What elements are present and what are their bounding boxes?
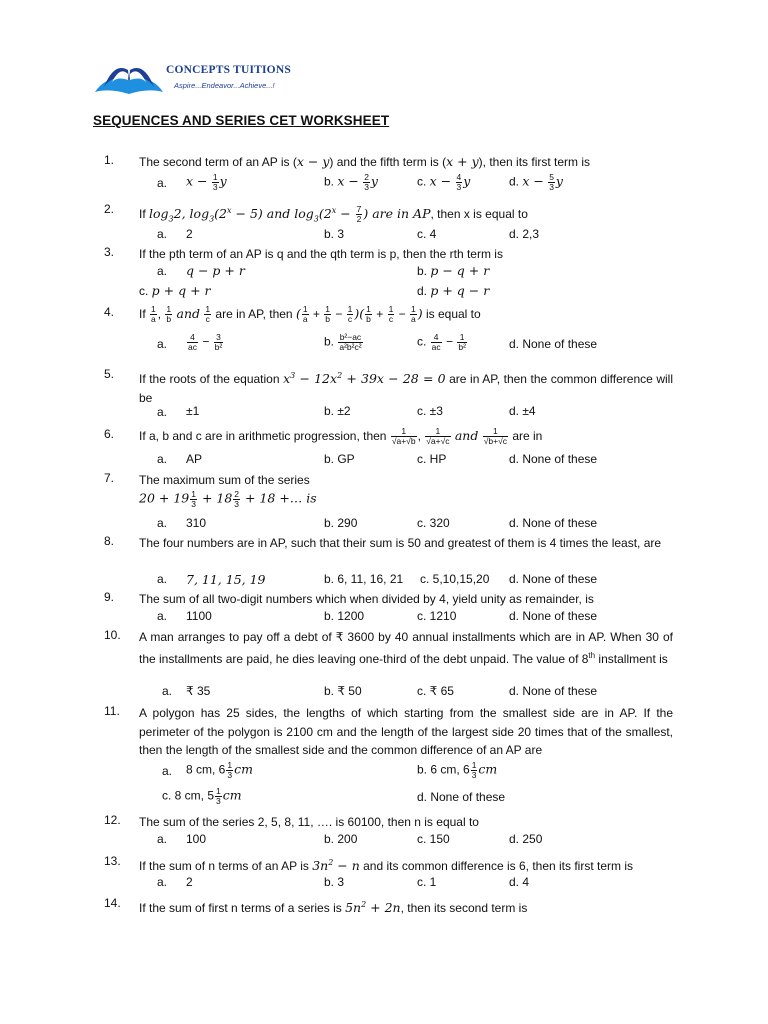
option-a-label: a. — [157, 227, 168, 241]
option-a: ±1 — [186, 404, 200, 418]
option-c: c. x − $\frac{4}{3}$ y — [417, 172, 471, 192]
option-b: b. $\frac{\text{b²−ac}}{\text{a²b²c²}}$ — [324, 332, 362, 352]
option-a: $\frac{4}{ac}$ − $\frac{3}{\text{b²}}$ — [188, 332, 223, 352]
question-number: 1. — [104, 153, 115, 167]
option-d: d. None of these — [509, 609, 598, 623]
option-a-label: a. — [157, 452, 168, 466]
option-c: c. 5,10,15,20 — [420, 572, 490, 586]
brand-name: CONCEPTS TUITIONS — [166, 64, 291, 76]
option-d: d. None of these — [509, 337, 598, 351]
question-text: If the sum of first n terms of a series is $5n^2 + 2n$, then its second term is — [139, 900, 528, 916]
question-number: 11. — [104, 704, 120, 718]
option-b: b. p − q + r — [417, 263, 490, 278]
option-a: 1100 — [186, 609, 212, 623]
option-d: d. None of these — [417, 790, 506, 804]
option-b: b. 1200 — [324, 609, 365, 623]
question-text: If the sum of n terms of an AP is $3n^2 - n$ and its common difference is 6, then its first term is — [139, 858, 634, 874]
option-d: d. p + q − r — [417, 283, 490, 298]
option-d: d. x − $\frac{5}{3}$ y — [509, 172, 563, 192]
option-a: 8 cm, 6 $\frac{1}{3}$ cm — [186, 760, 253, 780]
option-c: c. 8 cm, 5 $\frac{1}{3}$ cm — [162, 786, 242, 806]
option-a: q − p + r — [186, 263, 245, 278]
option-d: d. None of these — [509, 684, 598, 698]
option-d: d. None of these — [509, 572, 598, 586]
question-number: 10. — [104, 628, 121, 642]
option-a: 100 — [186, 832, 207, 846]
option-c: c. HP — [417, 452, 447, 466]
question-number: 7. — [104, 471, 115, 485]
option-a-label: a. — [162, 764, 173, 778]
option-b: b. GP — [324, 452, 355, 466]
question-number: 9. — [104, 590, 115, 604]
option-b: b. x − $\frac{2}{3}$ y — [324, 172, 378, 192]
question-text: If the pth term of an AP is q and the qth term is p, then the rth term is — [139, 247, 503, 261]
option-c: c. 4 — [417, 227, 437, 241]
question-number: 12. — [104, 813, 121, 827]
option-d: d. ±4 — [509, 404, 536, 418]
question-number: 4. — [104, 305, 115, 319]
question-text: The sum of the series 2, 5, 8, 11, …. is 60100, then n is equal to — [139, 815, 479, 829]
option-a-label: a. — [157, 405, 168, 419]
option-b: b. 6 cm, 6 $\frac{1}{3}$ cm — [417, 760, 498, 780]
option-a-label: a. — [157, 875, 168, 889]
worksheet-title: SEQUENCES AND SERIES CET WORKSHEET — [93, 113, 390, 128]
option-a-label: a. — [157, 572, 168, 586]
option-c: c. 1210 — [417, 609, 457, 623]
option-d: d. 2,3 — [509, 227, 540, 241]
option-a-label: a. — [157, 264, 168, 278]
option-a: 7, 11, 15, 19 — [186, 572, 266, 587]
option-b: b. 200 — [324, 832, 358, 846]
option-a: 2 — [186, 875, 193, 889]
question-number: 5. — [104, 367, 115, 381]
series-expression: 20 + 19 $\frac{1}{3}$ + 18 $\frac{2}{3}$ + 18 +… is — [139, 489, 317, 509]
option-d: d. 4 — [509, 875, 530, 889]
option-c: c. 320 — [417, 516, 450, 530]
option-a-label: a. — [157, 176, 168, 190]
question-number: 14. — [104, 896, 121, 910]
question-number: 2. — [104, 202, 115, 216]
option-a: 310 — [186, 516, 207, 530]
question-text: The maximum sum of the series — [139, 473, 310, 487]
question-text: The sum of all two-digit numbers which when divided by 4, yield unity as remainder, is — [139, 592, 594, 606]
option-b: b. ₹ 50 — [324, 684, 362, 698]
option-d: d. 250 — [509, 832, 543, 846]
question-text: If $\log_32$, $\log_3(2^x - 5)$ and $\log_3(2^x$ − $\frac{7}{2}$ ) are in AP, then x is equal to — [139, 204, 528, 225]
brand-tagline: Aspire...Endeavor...Achieve...! — [174, 81, 275, 90]
question-text: A polygon has 25 sides, the lengths of which starting from the smallest side are in AP. If the perimeter of the polygon is 2100 cm and the length of the largest side 20 times that of the smallest, then the length of the smallest side and the common difference of an AP are — [139, 706, 673, 757]
option-a-label: a. — [157, 337, 168, 351]
option-a: x − $\frac{1}{3}$ y — [186, 172, 227, 192]
option-a-label: a. — [157, 832, 168, 846]
option-b: b. 6, 11, 16, 21 — [324, 572, 404, 586]
option-a: 2 — [186, 227, 193, 241]
question-text: The four numbers are in AP, such that their sum is 50 and greatest of them is 4 times the least, are — [139, 536, 662, 550]
option-a-label: a. — [162, 684, 173, 698]
option-a-label: a. — [157, 609, 168, 623]
option-d: d. None of these — [509, 452, 598, 466]
option-c: c. ₹ 65 — [417, 684, 454, 698]
question-text: A man arranges to pay off a debt of ₹ 3600 by 40 annual installments which are in AP. When 30 of the installments are paid, he dies leaving one-third of the debt unpaid. The value of 8th installment is — [139, 630, 673, 666]
question-text: If the roots of the equation $x^3 - 12x^2 + 39x - 28 = 0$ are in AP, then the common difference will be — [139, 371, 674, 405]
option-c: c. p + q + r — [139, 283, 211, 298]
question-number: 3. — [104, 245, 115, 259]
option-a: ₹ 35 — [186, 684, 211, 698]
question-text: If a, b and c are in arithmetic progression, then $\frac{1}{√a+√b}$ , $\frac{1}{√a+√c}$ and $\frac{1}{√b+√c}$ are in — [139, 426, 543, 447]
option-a-label: a. — [157, 516, 168, 530]
option-b: b. ±2 — [324, 404, 351, 418]
option-c: c. 1 — [417, 875, 437, 889]
question-number: 13. — [104, 854, 121, 868]
option-a: AP — [186, 452, 203, 466]
question-text: If $\frac{1}{a}$ , $\frac{1}{b}$ and $\frac{1}{c}$ are in AP, then ( $\frac{1}{a}$ + $\frac{1}{b}$ − $\frac{1}{c}$ )( $\frac{1}{b}$ + $\frac{1}{c}$ − $\frac{1}{a}$ ) is equal to — [139, 304, 481, 325]
option-b: b. 3 — [324, 227, 345, 241]
option-c: c. 150 — [417, 832, 450, 846]
question-text: The second term of an AP is (x − y) and the fifth term is (x + y), then its first term is — [139, 154, 591, 169]
question-number: 8. — [104, 534, 115, 548]
option-b: b. 3 — [324, 875, 345, 889]
option-d: d. None of these — [509, 516, 598, 530]
option-c: c. ±3 — [417, 404, 443, 418]
option-b: b. 290 — [324, 516, 358, 530]
question-number: 6. — [104, 427, 115, 441]
option-c: c. $\frac{4}{ac}$ − $\frac{1}{\text{b²}}$ — [417, 332, 466, 352]
